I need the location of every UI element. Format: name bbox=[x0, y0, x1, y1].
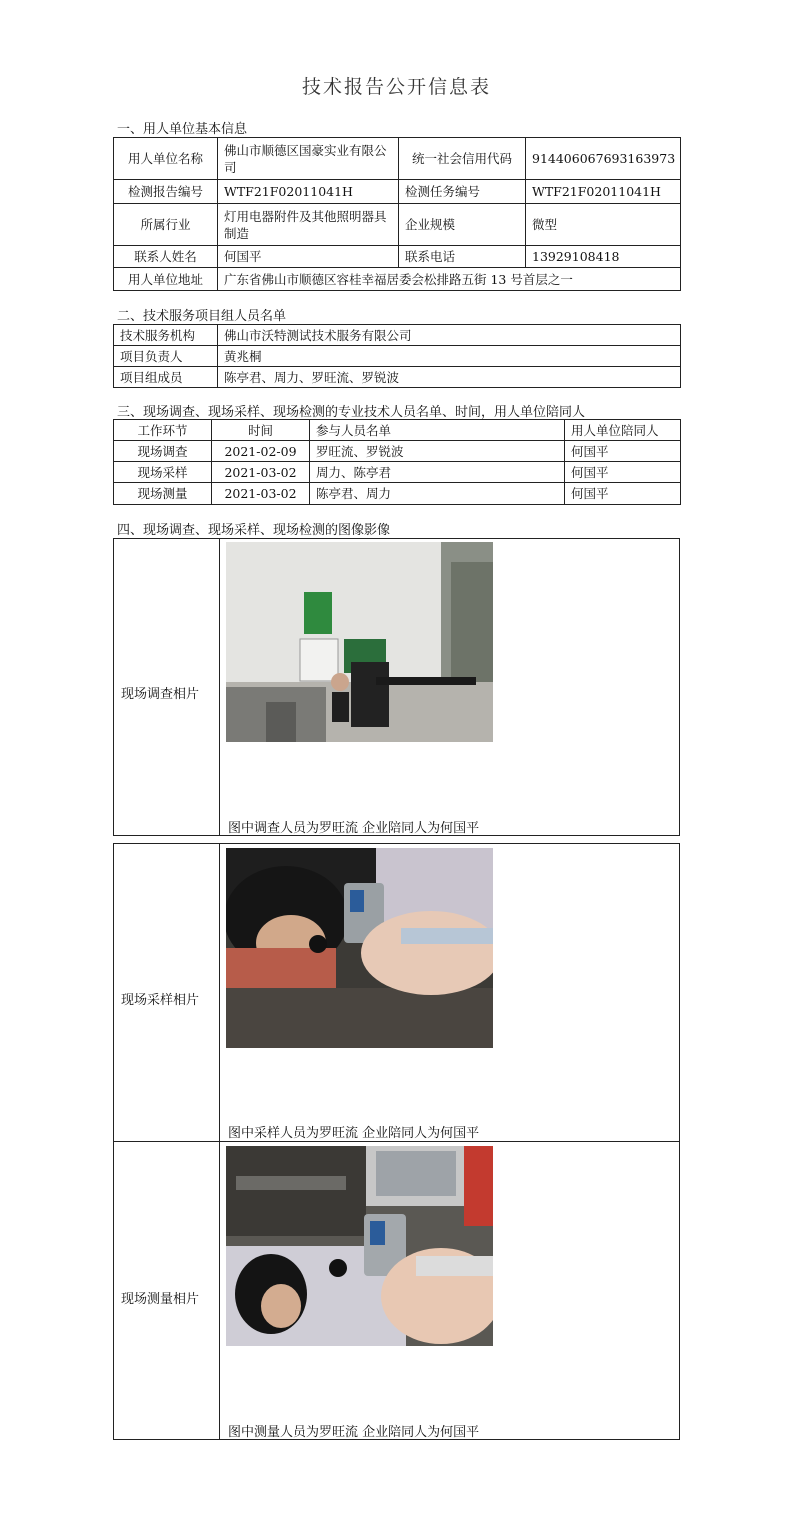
cell-value: 何国平 bbox=[218, 246, 399, 268]
column-header: 用人单位陪同人 bbox=[565, 420, 681, 441]
cell-label: 联系电话 bbox=[399, 246, 526, 268]
site-survey-photo bbox=[226, 542, 493, 742]
cell-date: 2021-03-02 bbox=[212, 462, 310, 483]
table-row bbox=[114, 268, 681, 291]
cell-label: 用人单位名称 bbox=[114, 138, 218, 180]
address-value: 广东省佛山市顺德区容桂幸福居委会松排路五街 13 号首层之一 bbox=[218, 268, 681, 291]
divider bbox=[219, 538, 220, 836]
basic-info-table bbox=[113, 137, 681, 291]
column-header: 参与人员名单 bbox=[310, 420, 565, 441]
table-row bbox=[114, 138, 681, 180]
cell-stage: 现场调查 bbox=[114, 441, 212, 462]
table-row bbox=[114, 441, 681, 462]
cell-escort: 何国平 bbox=[565, 462, 681, 483]
cell-date: 2021-03-02 bbox=[212, 483, 310, 505]
cell-label: 检测报告编号 bbox=[114, 180, 218, 204]
cell-stage: 现场采样 bbox=[114, 462, 212, 483]
cell-label: 项目组成员 bbox=[114, 367, 218, 388]
cell-label: 用人单位地址 bbox=[114, 268, 218, 291]
cell-value: 黄兆桐 bbox=[218, 346, 681, 367]
section3-heading: 三、现场调查、现场采样、现场检测的专业技术人员名单、时间，用人单位陪同人 bbox=[117, 405, 586, 420]
cell-value: WTF21F02011041H bbox=[218, 180, 399, 204]
cell-value: 914406067693163973 bbox=[526, 138, 681, 180]
page-title: 技术报告公开信息表 bbox=[301, 76, 491, 98]
cell-label: 技术服务机构 bbox=[114, 325, 218, 346]
cell-people: 陈亭君、周力 bbox=[310, 483, 565, 505]
table-row bbox=[114, 180, 681, 204]
site-sampling-photo bbox=[226, 848, 493, 1048]
cell-label: 联系人姓名 bbox=[114, 246, 218, 268]
photo-caption-measurement: 图中测量人员为罗旺流 企业陪同人为何国平 bbox=[228, 1425, 480, 1440]
cell-value: 陈亭君、周力、罗旺流、罗锐波 bbox=[218, 367, 681, 388]
cell-label: 统一社会信用代码 bbox=[399, 138, 526, 180]
cell-label: 所属行业 bbox=[114, 204, 218, 246]
cell-stage: 现场测量 bbox=[114, 483, 212, 505]
cell-people: 周力、陈亭君 bbox=[310, 462, 565, 483]
photo-label-measurement: 现场测量相片 bbox=[121, 1292, 200, 1307]
cell-value: 佛山市顺德区国豪实业有限公司 bbox=[218, 138, 399, 180]
cell-value: 佛山市沃特测试技术服务有限公司 bbox=[218, 325, 681, 346]
photo-label-survey: 现场调查相片 bbox=[121, 687, 200, 702]
cell-label: 企业规模 bbox=[399, 204, 526, 246]
table-header-row bbox=[114, 420, 681, 441]
table-row bbox=[114, 483, 681, 505]
cell-date: 2021-02-09 bbox=[212, 441, 310, 462]
table-row bbox=[114, 325, 681, 346]
cell-escort: 何国平 bbox=[565, 483, 681, 505]
cell-value: 灯用电器附件及其他照明器具制造 bbox=[218, 204, 399, 246]
cell-value: 13929108418 bbox=[526, 246, 681, 268]
cell-value: 微型 bbox=[526, 204, 681, 246]
section2-heading: 二、技术服务项目组人员名单 bbox=[117, 309, 287, 324]
section4-heading: 四、现场调查、现场采样、现场检测的图像影像 bbox=[117, 523, 391, 538]
site-measurement-photo bbox=[226, 1146, 493, 1346]
table-row bbox=[114, 246, 681, 268]
column-header: 时间 bbox=[212, 420, 310, 441]
table-row bbox=[114, 346, 681, 367]
cell-label: 检测任务编号 bbox=[399, 180, 526, 204]
photo-caption-survey: 图中调查人员为罗旺流 企业陪同人为何国平 bbox=[228, 821, 480, 836]
cell-label: 项目负责人 bbox=[114, 346, 218, 367]
column-header: 工作环节 bbox=[114, 420, 212, 441]
cell-escort: 何国平 bbox=[565, 441, 681, 462]
divider bbox=[113, 1141, 680, 1142]
photo-label-sampling: 现场采样相片 bbox=[121, 993, 200, 1008]
cell-people: 罗旺流、罗锐波 bbox=[310, 441, 565, 462]
photo-caption-sampling: 图中采样人员为罗旺流 企业陪同人为何国平 bbox=[228, 1126, 480, 1141]
table-row bbox=[114, 204, 681, 246]
table-row bbox=[114, 367, 681, 388]
table-row bbox=[114, 462, 681, 483]
team-table bbox=[113, 324, 681, 388]
section1-heading: 一、用人单位基本信息 bbox=[117, 122, 248, 137]
personnel-table bbox=[113, 419, 681, 505]
cell-value: WTF21F02011041H bbox=[526, 180, 681, 204]
